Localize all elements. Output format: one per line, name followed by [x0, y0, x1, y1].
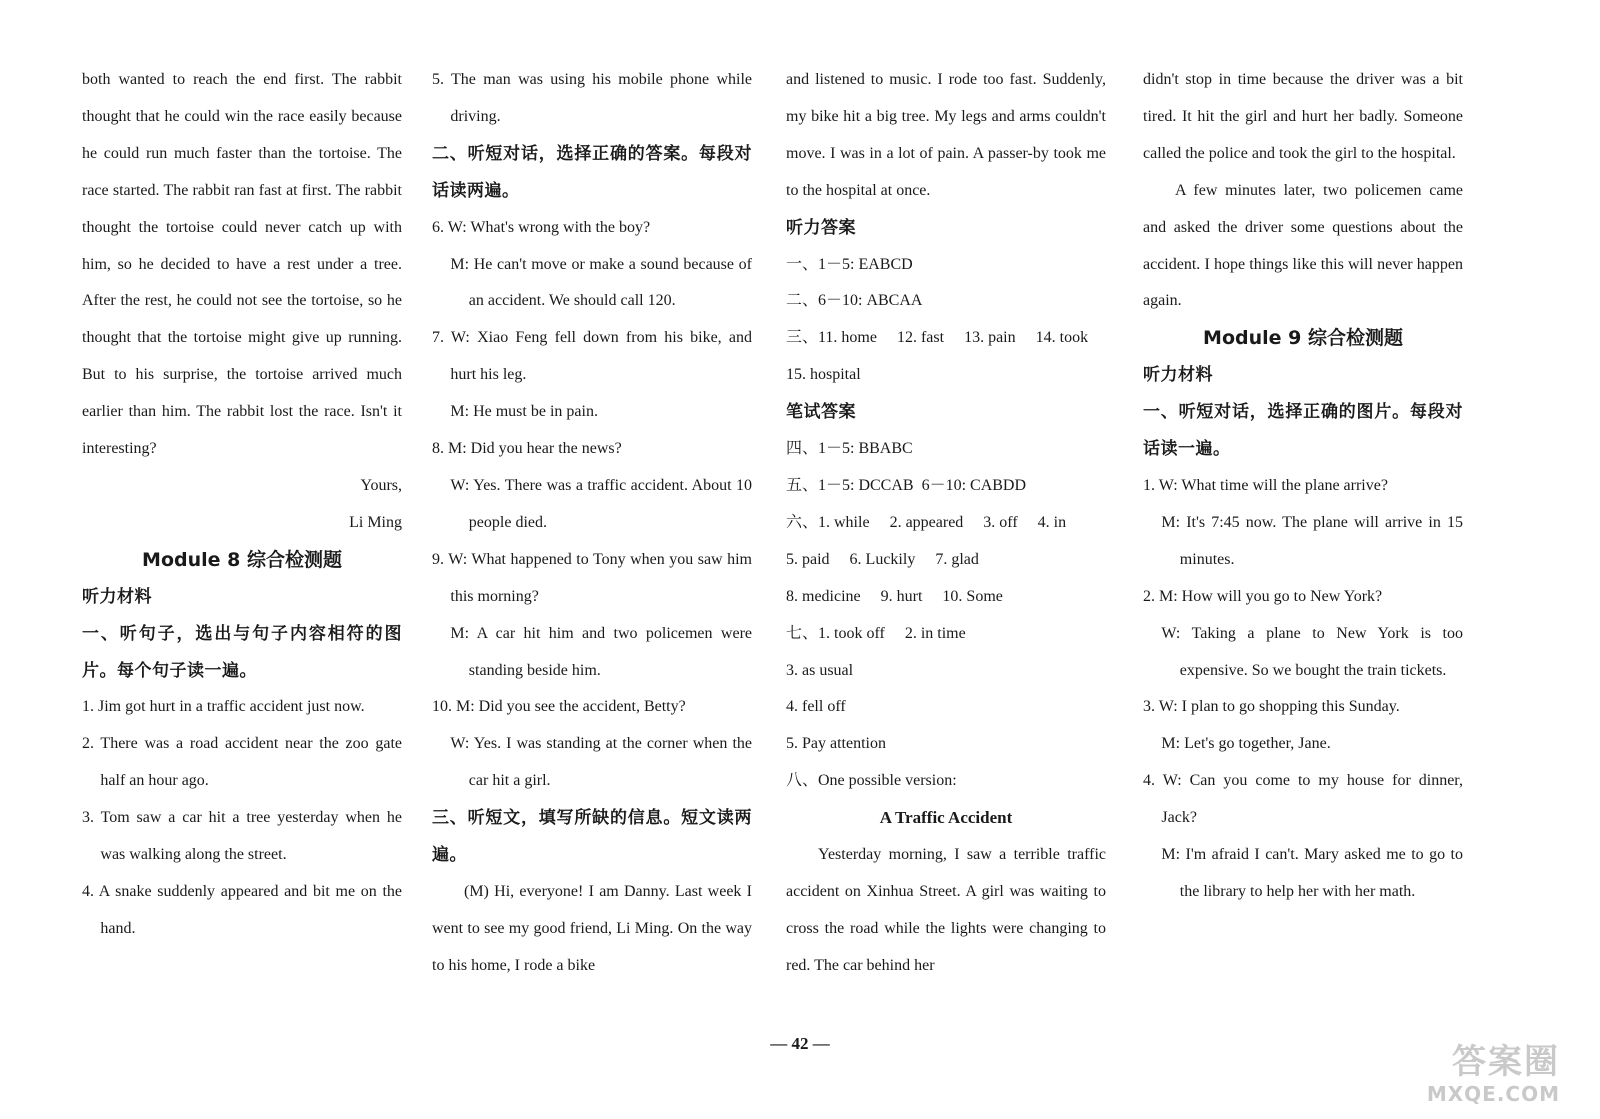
listening-material-label: 听力材料 — [1143, 365, 1213, 386]
dialogue-line: 9. W: What happened to Tony when you saw him this morning? — [432, 550, 752, 605]
passage-text: and listened to music. I rode too fast. Suddenly, my bike hit a big tree. My legs and arms couldn't move. I was in a lot of pain. A passer-by took me to the hospital at once. — [786, 71, 1106, 199]
answer-line — [786, 579, 1106, 616]
written-answers-label: 笔试答案 — [786, 402, 856, 423]
dialogue-line: 7. W: Xiao Feng fell down from his bike, and hurt his leg. — [432, 329, 752, 384]
answer-item: 三、11. home — [786, 329, 877, 347]
section-1-heading: 一、听短对话，选择正确的图片。每段对话读一遍。 — [1143, 402, 1463, 460]
list-item: 1. Jim got hurt in a traffic accident just now. — [82, 698, 365, 716]
answer-item: 2. in time — [904, 624, 966, 642]
letter-closing: Yours, — [360, 476, 402, 494]
answer-item: 5. paid — [786, 550, 830, 568]
dialogue-line: M: Let's go together, Jane. — [1161, 735, 1331, 753]
answer-item: 12. fast — [896, 329, 945, 347]
answer-line: 5. Pay attention — [786, 735, 886, 753]
dialogue-line: 3. W: I plan to go shopping this Sunday. — [1143, 698, 1400, 716]
dialogue-line: 6. W: What's wrong with the boy? — [432, 218, 651, 236]
answer-item: 六、1. while — [786, 513, 870, 531]
dialogue-line: 1. W: What time will the plane arrive? — [1143, 476, 1388, 494]
essay-text: A few minutes later, two policemen came and asked the driver some questions about the accident. I hope things like this will never happen again. — [1143, 181, 1463, 310]
answer-line: 四、1－5: BBABC — [786, 440, 913, 458]
dialogue-line: W: Yes. I was standing at the corner when the car hit a girl. — [450, 735, 752, 790]
column-3 — [786, 62, 1106, 985]
watermark-logo — [1420, 1042, 1560, 1114]
dialogue-line: 4. W: Can you come to my house for dinner, Jack? — [1143, 772, 1463, 827]
answer-item: 3. off — [983, 513, 1018, 531]
answer-line: 15. hospital — [786, 366, 861, 384]
answer-line — [786, 616, 1106, 653]
passage-text: (M) Hi, everyone! I am Danny. Last week I went to see my good friend, Li Ming. On the way to his home, I rode a bike — [432, 882, 752, 974]
answer-line: 一、1－5: EABCD — [786, 255, 913, 273]
watermark-url: MXQE.COM — [1426, 1082, 1560, 1106]
listening-material-label: 听力材料 — [82, 586, 152, 607]
column-4 — [1143, 62, 1463, 911]
essay-text: didn't stop in time because the driver was a bit tired. It hit the girl and hurt her badly. Someone called the police and took the girl to the hospital. — [1143, 71, 1463, 162]
answer-line: 五、1－5: DCCAB 6－10: CABDD — [786, 476, 1027, 494]
listening-answers-label: 听力答案 — [786, 217, 856, 238]
answer-item: 14. took — [1035, 329, 1089, 347]
page-number: — 42 — — [770, 1034, 830, 1053]
answer-line — [786, 505, 1106, 542]
module-9-title: Module 9 综合检测题 — [1203, 327, 1403, 350]
answer-line: 二、6－10: ABCAA — [786, 292, 923, 310]
dialogue-line: M: He can't move or make a sound because of an accident. We should call 120. — [450, 255, 752, 310]
essay-text: Yesterday morning, I saw a terrible traffic accident on Xinhua Street. A girl was waiting to cross the road while the lights were changing to red. The car behind her — [786, 846, 1106, 974]
list-item: 2. There was a road accident near the zoo gate half an hour ago. — [82, 735, 402, 790]
answer-item: 8. medicine — [786, 587, 861, 605]
dialogue-line: M: It's 7:45 now. The plane will arrive in 15 minutes. — [1161, 513, 1463, 568]
dialogue-line: 2. M: How will you go to New York? — [1143, 587, 1383, 605]
list-item: 5. The man was using his mobile phone while driving. — [432, 71, 752, 125]
section-3-heading: 三、听短文，填写所缺的信息。短文读两遍。 — [432, 808, 752, 866]
column-2 — [432, 62, 752, 985]
answer-item: 9. hurt — [880, 587, 923, 605]
answer-line — [786, 320, 1106, 357]
answer-line: 4. fell off — [786, 698, 846, 716]
answer-item: 七、1. took off — [786, 624, 885, 642]
answer-line — [786, 542, 1106, 579]
answer-item: 13. pain — [964, 329, 1016, 347]
dialogue-line: M: He must be in pain. — [450, 403, 598, 421]
answer-item: 10. Some — [942, 587, 1003, 605]
module-8-title: Module 8 综合检测题 — [142, 548, 342, 571]
essay-title: A Traffic Accident — [879, 808, 1013, 828]
answer-item: 6. Luckily — [849, 550, 916, 568]
answer-item: 7. glad — [935, 550, 979, 568]
column-1 — [82, 62, 402, 948]
dialogue-line: W: Yes. There was a traffic accident. About 10 people died. — [450, 476, 752, 531]
dialogue-line: W: Taking a plane to New York is too expensive. So we bought the train tickets. — [1161, 624, 1463, 679]
section-2-heading: 二、听短对话，选择正确的答案。每段对话读两遍。 — [432, 143, 752, 201]
list-item: 3. Tom saw a car hit a tree yesterday when he was walking along the street. — [82, 809, 402, 864]
answer-item: 2. appeared — [889, 513, 964, 531]
dialogue-line: M: I'm afraid I can't. Mary asked me to go to the library to help her with her math. — [1161, 846, 1463, 900]
letter-signature: Li Ming — [349, 513, 402, 531]
section-1-heading: 一、听句子，选出与句子内容相符的图片。每个句子读一遍。 — [82, 623, 402, 681]
dialogue-line: 10. M: Did you see the accident, Betty? — [432, 698, 686, 716]
answer-item: 4. in — [1037, 513, 1067, 531]
dialogue-line: 8. M: Did you hear the news? — [432, 440, 622, 458]
answer-line: 3. as usual — [786, 661, 854, 679]
watermark-text: 答案圈 — [1452, 1042, 1560, 1082]
dialogue-line: M: A car hit him and two policemen were standing beside him. — [450, 624, 752, 679]
answer-line: 八、One possible version: — [786, 772, 957, 790]
letter-text: both wanted to reach the end first. The rabbit thought that he could win the race easily because he could run much faster than the tortoise. The race started. The rabbit ran fast at first. The rabbit thought the tortoise could never catch up with him, so he decided to have a rest under a tree. After the rest, he could not see the tortoise, so he thought that the tortoise might give up running. But to his surprise, the tortoise arrived much earlier than him. The rabbit lost the race. Isn't it interesting? — [82, 71, 402, 458]
list-item: 4. A snake suddenly appeared and bit me on the hand. — [82, 882, 402, 937]
